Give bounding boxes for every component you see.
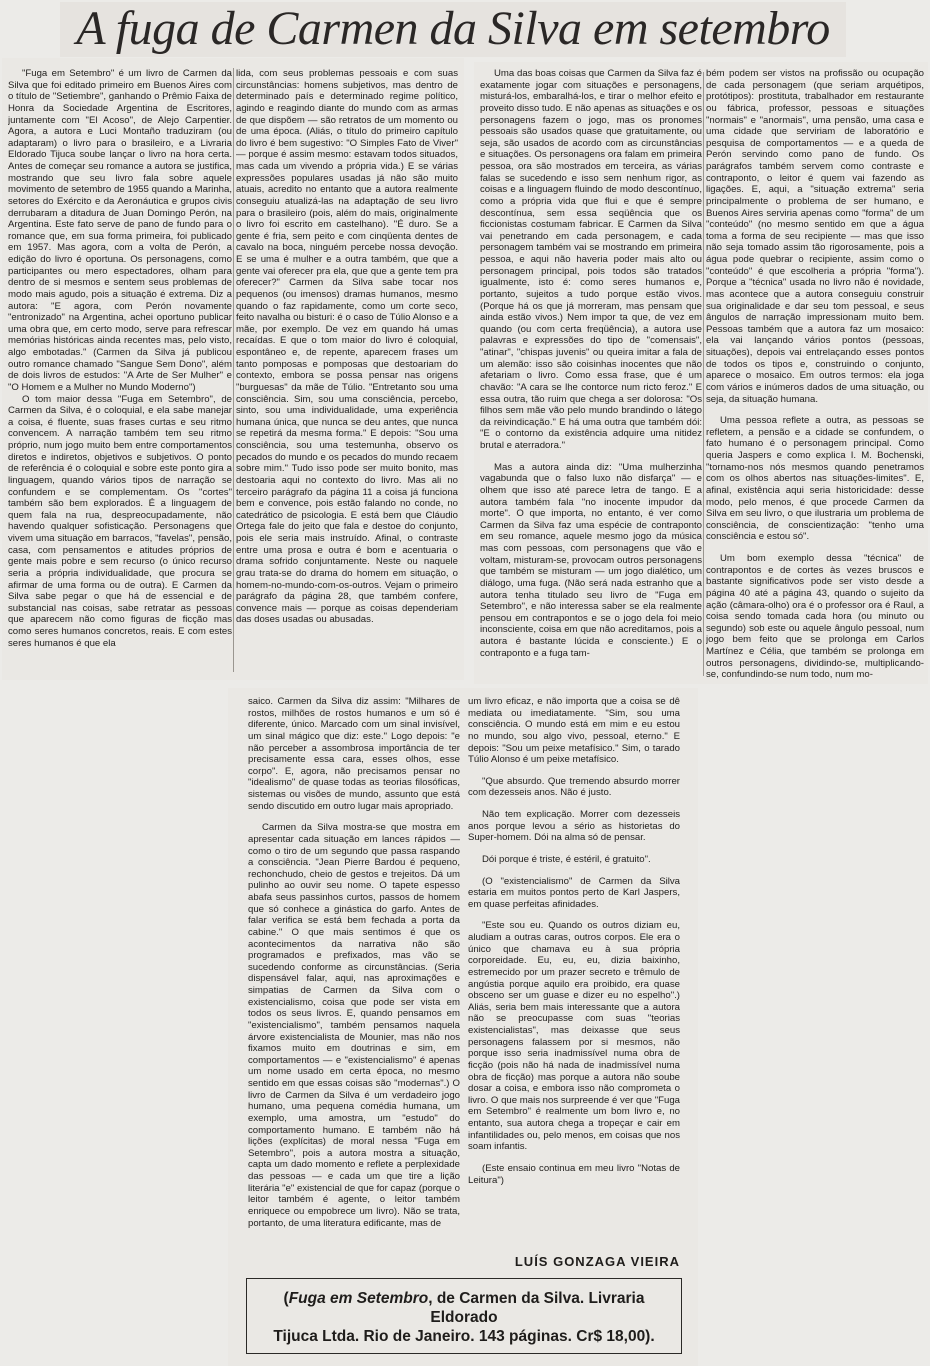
col4-paragraph-2: Uma pessoa reflete a outra, as pessoas se refletem, a pensão e a cidade se confundem, o fato humano é o personagem principal. Como queria Jaspers e como explica I. M. Bochenski, "tornamo-nos nós mesmos quando penetramos com os olhos abertos nas situações-limites". E, afinal, existência aqui seria historicidade: desse modo, pelo menos, é que procede Carmen da Silva em seu livro, o que ilustraria um problema de consciência, de conscientização: "tenho uma consciência e estou só". [706, 415, 924, 543]
column-5 [248, 696, 460, 1246]
col4-paragraph-3: Um bom exemplo dessa "técnica" de contrapontos e de cortes às vezes bruscos e bastante significativos pode ser visto desde a página 40 até a página 43, quando o sujeito da ação (câmara-olho) ora é o professor ora é Raul, a coisa sendo tomada cada hora (ou minuto ou segundo) sob este ou aquele ângulo pessoal, num jogo bem feito que se prolonga em Carlos Martínez e Célia, que também se prolonga em outros personagens, dividindo-se, multiplicando-se, confundindo-se num todo, num mo- [706, 553, 924, 681]
col4-paragraph-1: bém podem ser vistos na profissão ou ocupação de cada personagem (que seriam arquétipos, protótipos): prostituta, trabalhador em restaurante ou fábrica, professor, pessoas e situações "normais" e "anormais", uma pensão, uma casa e uma cidade que serviriam de laboratório e pesquisa de comportamentos — e a queda de Perón servindo como pano de fundo. Os parágrafos também servem como contraste e contraponto, o leitor é quem vai fazendo as ligações. E, aqui, a "situação extrema" seria principalmente o problema de ser humano, e Buenos Aires serviria apenas como "forma" de um "conteúdo" (no mesmo sentido em que a água toma a forma de seu recipiente — mas que isso não seja tomado assim tão rigorosamente, pois a água pode quebrar o recipiente, assim como o "conteúdo" é que escolheria a própria "forma"). Porque a "técnica" usada no livro não é novidade, mas acontece que a autora conseguiu construir sua originalidade e dar seu tom pessoal, e seus ângulos de narração impressionam muito bem. Pessoas também que a autora faz um mosaico: ela vai lançando vários pontos (pessoas, situações), depois vai entrelaçando esses pontos de todos os tipos e, construindo o conjunto, aparece o mosaico. Em outros termos: ela joga com vários e inúmeros dados de uma situação, ou seja, da situação humana. [706, 68, 924, 405]
col6-paragraph-3: Não tem explicação. Morrer com dezesseis anos porque levou a sério as historietas do Super-homem. Dói na alma só de pensar. [468, 809, 680, 844]
col1-paragraph-2: O tom maior dessa "Fuga em Setembro", de Carmen da Silva, é o coloquial, e ela sabe manejar a coisa, é fluente, suas frases curtas e seu ritmo convencem. A narração também tem seu ritmo próprio, num jogo muito bem entre comportamentos diretos e indiretos, objetivos e subjetivos. O ponto de referência é o coloquial e sobre este ponto gira a linguagem, quando vários tipos de narração se confundem e se complementam. Os "cortes" também são bem explorados. É a linguagem de quem fala na rua, despreocupadamente, não havendo qualquer sofisticação. Personagens que vivem uma situação em barracos, "favelas", pensão, casa, com pensamentos e atitudes próprios de gente mais pobre e sem recurso (o único recurso seria a própria individualidade, que procura se afirmar de uma forma ou de outra). E Carmen da Silva sabe pegar o que há de essencial e de substancial nas coisas, sabe retratar as pessoas que aparecem não como figuras de ficção mas como seres humanos concretos, reais. E com estes seres humanos é que ela [8, 393, 232, 649]
col6-paragraph-1: um livro eficaz, e não importa que a coisa se dê mediata ou imediatamente. "Sim, sou uma consciência. O mundo está em mim e eu estou no mundo, sou algo vivo, pessoal, eterno." E depois: "Sou um peixe metafísico." Sim, o tarado Túlio Alonso é um peixe metafísico. [468, 696, 680, 766]
col3-paragraph-1: Uma das boas coisas que Carmen da Silva faz é exatamente jogar com situações e personagens, misturá-los, embaralhá-los, e tirar o melhor efeito e proveito disso tudo. E não apenas as situações e os personagens fazem o jogo, mas os pronomes pessoais são usados quase que gratuitamente, ou seja, são usados de acordo com as circunstâncias e situações. Os personagens ora falam em primeira pessoa, ora são mostrados em terceira, as várias falas se sucedendo e isso sem nenhum rigor, as coisas e a linguagem fluindo de modo descontínuo, como a própria vida que flui e que é sempre descontínua, sem essa seqüência que os ficcionistas costumam fabricar. E Carmen da Silva vai penetrando em cada personagem, e cada personagem também vai se mostrando em primeira pessoa, e aqui não haveria poder mais alto ou personagem principal, pois todos são tratados igualmente, isto é: como seres humanos e, portanto, sujeitos a tudo porque estão vivos. (Porque há os que já morreram, mas pensam que ainda estão vivos.) Nem impor ta que, de vez em quando (ou com certa freqüência), a autora use palavras e expressões do tipo de "comensais", "atinar", "chispas juvenis" ou queira imitar a fala de um alemão: isso são coisinhas inocentes que não afetariam o livro. Como essa frase, que é um chavão: "A cara se lhe contorce num ricto feroz." E essa outra, tão ruim que chega a ser dolorosa: "Os filhos sem mãe vão pelo mundo brandindo o látego da reivindicação." E há uma outra que também dói: "E o contorno da existência adquire uma nitidez brutal e aterradora." [480, 68, 702, 451]
column-1 [8, 68, 232, 678]
clipping-top-left [2, 58, 464, 680]
column-2 [236, 68, 458, 678]
col1-paragraph-1: "Fuga em Setembro" é um livro de Carmen da Silva que foi editado primeiro em Buenos Aires com o título de "Setiembre", ganhando o Prêmio Faixa de Honra da Sociedade Argentina de Escritores, juntamente com "El Acoso", de Alejo Carpentier. Agora, a autora e Luci Montaño traduziram (ou adaptaram) o livro para o brasileiro, e a Livraria Eldorado Tijuca soube lançar o livro na hora certa. Antes de começar seu romance a autora se justifica, mostrando que seu livro fala sobre aquele movimento de setembro de 1955 quando a Marinha, setores do Exército e da Aeronáutica e grupos civis derrubaram a ditadura de Juan Domingo Perón, na Argentina. Este fato serve de pano de fundo para o romance que, em sua forma primeira, foi publicado em 1957. Mas agora, com a volta de Perón, a edição do livro é oportuna. Os personagens, como participantes ou mero espectadores, olham para dentro de si mesmos e sentem seus problemas de modo mais agudo, pois a situação é extrema. Diz a autora: "E agora, com Perón novamente "entronizado" na Argentina, achei oportuno publicar uma obra que, em certo modo, serve para refrescar memórias históricas ainda recentes mas, pelo visto, algo embotadas." (Carmen da Silva já publicou outro romance chamado "Sangue Sem Dono", além de dois livros de estudos: "A Arte de Ser Mulher" e "O Homem e a Mulher no Mundo Moderno") [8, 68, 232, 393]
book-info-rest: , de Carmen da Silva. Livraria Eldorado [428, 1290, 645, 1326]
article-title: A fuga de Carmen da Silva em setembro [76, 2, 830, 55]
column-3 [480, 68, 702, 682]
clipping-top-right [474, 62, 928, 684]
column-6 [468, 696, 680, 1246]
column-divider [233, 68, 234, 672]
col5-paragraph-2: Carmen da Silva mostra-se que mostra em apresentar cada situação em lances rápidos — como o tiro de um segundo que passa raspando a consciência. "Jean Pierre Bardou é pequeno, rechonchudo, cheio de gestos e trejeitos. Dá um pulinho ao ouvir seu nome. O tapete espesso abafa seus passinhos curtos, passos de homem que só conhece a ginástica do garfo. Antes de falar verifica se está bem fechada a porta da cabine." O que mais sentimos é que os acontecimentos da narrativa não são programados e prefixados, mas vão se sucedendo conforme as circunstâncias. (Seria dispensável falar, aqui, nas aproximações e simpatias de Carmen da Silva com o existencialismo, coisa que pode ser vista em todos os seus livros. E, quando pensamos em "existencialismo", também pensamos naquela árvore existencialista de Mounier, mas não nos fixamos muito em doutrinas e sim, em comportamentos — e "existencialismo" é apenas um nome usado em certa época, no mesmo sentido em que essas coisas são "modernas".) O livro de Carmen da Silva é um verdadeiro jogo humano, uma pequena comédia humana, um exemplo, uma amostra, um "estudo" do comportamento humano. E também não há lições (explícitas) de moral nessa "Fuga em Setembro", pois a autora mostra a situação, capta um dado momento e reflete a perplexidade das pessoas — e cada um que tire a lição literária "e" existencial de que for capaz (porque o leitor também é agente, o leitor também enriquece ou empobrece um livro). Não se trata, portanto, de uma literatura edificante, mas de [248, 822, 460, 1229]
clipping-bottom [228, 688, 698, 1366]
col2-paragraph-1: lida, com seus problemas pessoais e com suas circunstâncias: homens subjetivos, mas dentro de determinado país e determinado regime político, agindo e reagindo diante do mundo com as armas de que dispõem — são retratos de um momento ou de uma época. (Aliás, o título do primeiro capítulo do livro é bem sugestivo: "O Simples Fato de Viver" — porque é assim mesmo: estavam todos situados, mas cada um vivendo a própria vida.) E se várias expressões populares usadas já não são muito atuais, acredito no entanto que a autora realmente conseguiu atualizá-las na adaptação de seu livro para o brasileiro (pois, além do mais, originalmente o livro foi escrito em castelhano). "É duro. Se a gente é fria, sem peito e com cinqüenta dentes de cavalo na boca, ninguém percebe nossa devoção. E se uma é mulher e a outra também, que que a gente vai oferecer pra ela, que que a gente tem pra oferecer?" Carmen da Silva sabe tocar nos pequenos (ou imensos) dramas humanos, mesmo quando o faz rapidamente, como um corte seco, feito navalha ou bisturi: é o caso de Túlio Alonso e a mãe, por exemplo. De vez em quando há umas recaídas. E que o tom maior do livro é coloquial, espontâneo e, de repente, aparecem frases um tanto pomposas e pomposas que destoariam do contexto, embora se possa pensar nas origens "burguesas" da mãe de Túlio. "Entretanto sou uma consciência. Sim, sou uma consciência, percebo, sinto, sou uma individualidade, uma experiência humana única, que nunca se deu antes, que nunca se repetirá da mesma forma." E depois: "Sou uma consciência, sou uma testemunha, observo os pecados do mundo e os pecados do mundo recaem sobre mim." Tudo isso pode ser muito bonito, mas destoaria aqui no contexto do livro. Mas ali no terceiro parágrafo da página 11 a coisa já funciona bem e convence, pois estão falando no conde, no catedrático de psicologia. E está bem que Cláudio Ortega fale do jeito que fala e destoe do conjunto, pois ele seria mais instruído. Afinal, o contraste entre uma prosa e outra é bom e acentuaria o drama sofrido conjuntamente. Neste ou naquele grau trata-se do drama do homem em situação, o homem-no-mundo-com-os-outros. Vejam o primeiro parágrafo da página 28, que também confere, convence mais — porque as coisas dependeriam das doses usadas ou abusadas. [236, 68, 458, 626]
author-byline: LUÍS GONZAGA VIEIRA [514, 1254, 680, 1269]
col6-paragraph-7: (Este ensaio continua em meu livro "Notas de Leitura") [468, 1162, 680, 1186]
book-info-line-2: Tijuca Ltda. Rio de Janeiro. 143 páginas. Cr$ 18,00). [273, 1328, 655, 1345]
col3-paragraph-2: Mas a autora ainda diz: "Uma mulherzinha vagabunda que o falso luxo não disfarça" — e olhem que isso até parece letra de tango. E a autora também fala "no inocente impudor da morte". O que importa, no entanto, é ver como Carmen da Silva faz uma espécie de contraponto em seu romance, aquele mesmo jogo da música mas com pessoas, com personagens que vão e voltam, misturam-se, provocam outros personagens que também se misturam — um jogo dialético, um diálogo, uma fuga. (Não será nada estranho que a autora tenha titulado seu livro de "Fuga em Setembro", e não interessa saber se ela realmente pensou em contrapontos e se o jogo dela foi meio inconsciente, coisa em que não acreditamos, pois a autora é bastante lúcida e consciente.) E o contraponto e a fuga tam- [480, 461, 702, 659]
column-divider [703, 72, 704, 676]
col6-paragraph-6: "Este sou eu. Quando os outros diziam eu, aludiam a outras caras, outros corpos. Ele era o único que chamava eu à sua própria corporeidade. Eu, eu, eu, dizia baixinho, estremecido por um prazer secreto e trêmulo de angústia porque aquilo era proibido, era quase obsceno ser um guase e dizer eu no espelho".) Aliás, seria bem mais interessante que a autora não se preocupasse com suas "teorias existencialistas", mas deixasse que seus personagens falassem por si mesmos, não porque isso seria inadmissível numa obra de ficção (pois não há nada de inadmissível numa obra de ficção) mas porque a autora não soube dosar a coisa, e embora isso não comprometa o livro. O que mais nos surpreende é ver que "Fuga em Setembro" é realmente um bom livro e, no entanto, sua autora chega a tropeçar e cair em infantilidades ou, pelo menos, em coisas que nos soam infantis. [468, 920, 680, 1153]
book-info-line-1 [261, 1289, 667, 1327]
col6-paragraph-5: (O "existencialismo" de Carmen da Silva estaria em muitos pontos perto de Karl Jaspers, em quase perfeitas afinidades. [468, 875, 680, 910]
book-info-title: Fuga em Setembro [288, 1290, 429, 1307]
col6-paragraph-2: "Que absurdo. Que tremendo absurdo morrer com dezesseis anos. Não é justo. [468, 775, 680, 799]
book-info-box [246, 1278, 682, 1354]
column-4 [706, 68, 924, 682]
col6-paragraph-4: Dói porque é triste, é estéril, é gratuito". [482, 853, 651, 865]
col5-paragraph-1: saico. Carmen da Silva diz assim: "Milhares de rostos, milhões de rostos humanos e um só é diferente, único. Marcado com um sinal invisível, um sinal mágico que diz: este." Logo depois: "e não perceber a assombrosa importância de ter precisamente essa cara, esses olhos, esse corpo". E, agora, não precisamos pensar no "idealismo" de quase todas as teorias filosóficas, sistemas ou visões de mundo, assunto que está sendo discutido em outro lugar mais apropriado. [248, 696, 460, 812]
book-info-open-paren: ( [283, 1290, 289, 1307]
